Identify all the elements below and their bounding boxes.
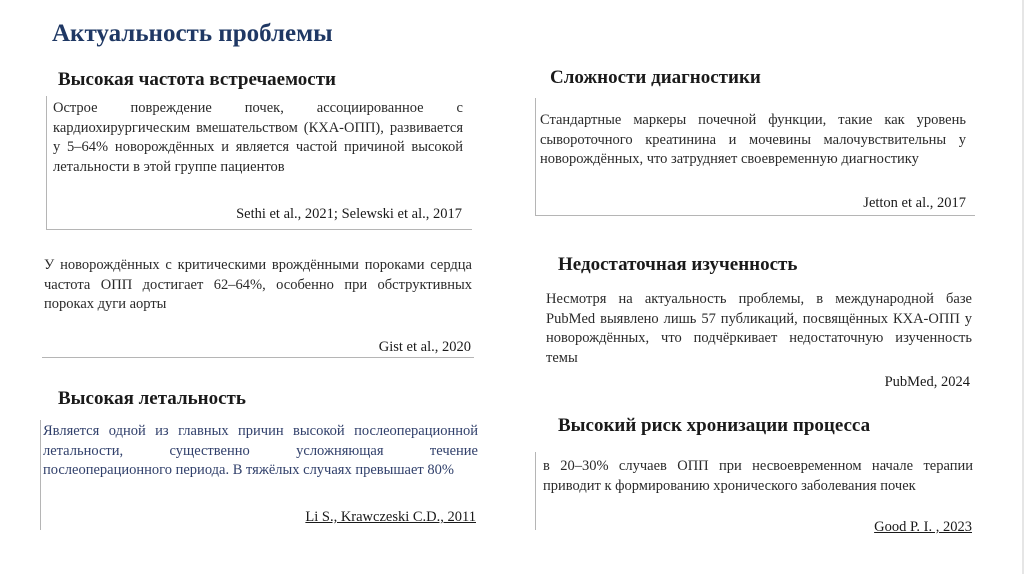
heading-diagnostic-difficulties: Сложности диагностики [550,67,761,88]
text-high-frequency: Острое повреждение почек, ассоциированное с кардиохирургическим вмешательством (КХА-ОПП), развивается у 5–64% новорождённых и является частой причиной высокой летальности в этой группе пациентов [53,100,463,175]
text-chronicity: в 20–30% случаев ОПП при несвоевременном начале терапии приводит к формированию хронического заболевания почек [543,458,973,494]
text-diagnostics: Стандартные маркеры почечной функции, такие как уровень сывороточного креатинина и мочевины малочувствительны у новорождённых, что затрудняет своевременную диагностику [540,112,966,167]
source-insufficient-study: PubMed, 2024 [884,374,970,390]
page-title: Актуальность проблемы [52,20,333,47]
heading-high-mortality: Высокая летальность [58,388,246,409]
source-high-frequency: Sethi et al., 2021; Selewski et al., 2017 [236,206,462,222]
text-insufficient-study: Несмотря на актуальность проблемы, в международной базе PubMed выявлено лишь 57 публикаций, посвящённых КХА-ОПП у новорождённых, что подчёркивает недостаточную изученность темы [546,291,972,366]
source-high-mortality: Li S., Krawczeski C.D., 2011 [305,509,476,525]
source-heart-defects: Gist et al., 2020 [378,339,471,355]
source-diagnostics: Jetton et al., 2017 [863,195,966,211]
heading-insufficient-study: Недостаточная изученность [558,254,798,275]
text-high-mortality: Является одной из главных причин высокой послеоперационной летальности, существенно усложняющая течение послеоперационного периода. В тяжёлых случаях превышает 80% [43,423,478,478]
source-chronicity: Good P. I. , 2023 [874,519,972,535]
heading-high-frequency: Высокая частота встречаемости [58,69,336,90]
text-heart-defects: У новорождённых с критическими врождёнными пороками сердца частота ОПП достигает 62–64%, особенно при обструктивных пороках дуги аорты [44,257,472,312]
heading-chronicity-risk: Высокий риск хронизации процесса [558,415,871,436]
